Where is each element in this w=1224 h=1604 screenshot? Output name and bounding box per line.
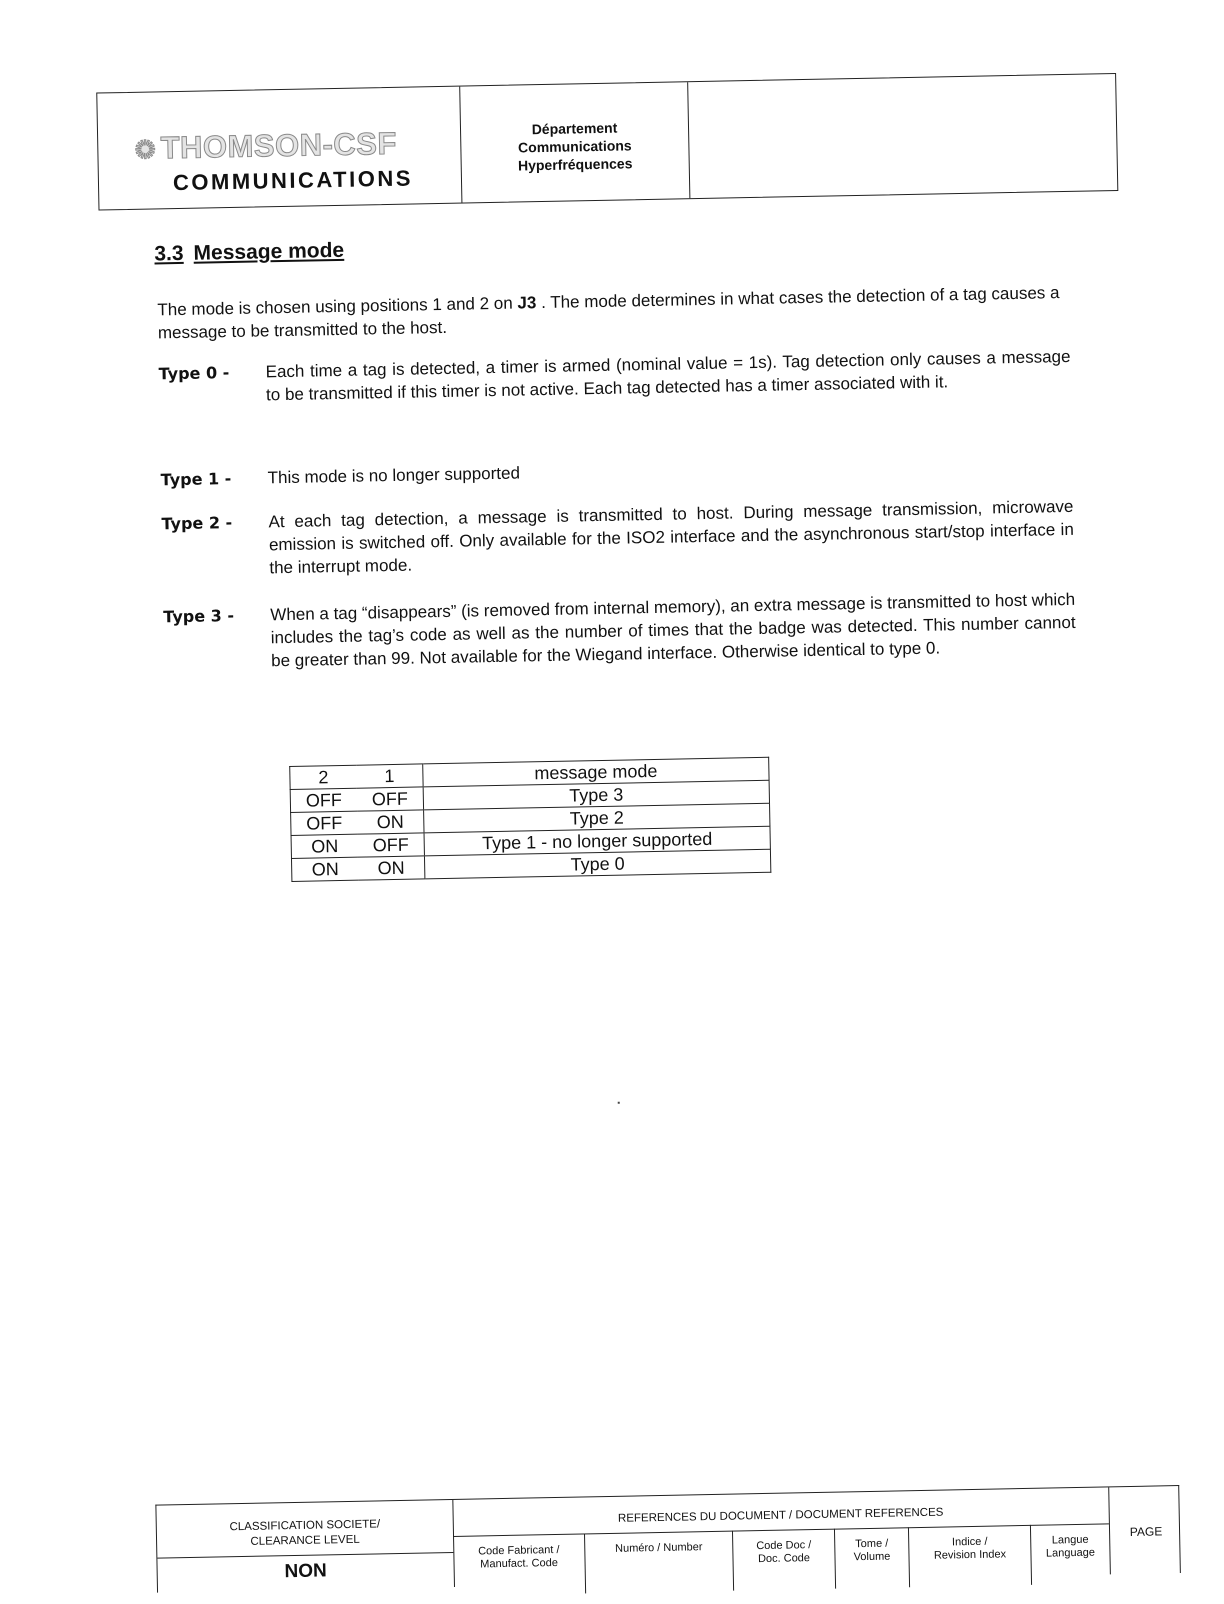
classification-block [156,1500,455,1593]
table-cell: ON [358,856,425,880]
thomson-burst-icon: ✺ [134,134,157,165]
header-blank-cell [688,74,1117,198]
table-header-cell: 2 [290,765,357,789]
type-2-entry [161,495,1074,581]
type-description: When a tag “disappears” (is removed from internal memory), an extra message is transmitted to host which includes the tag’s code as well as the number of times that the badge was detected. This number cannot be greater than 99. Not available for the Wiegand interface. Otherwise identical to type 0. [270,589,1076,671]
table-header-cell: 1 [356,764,423,788]
type-label: Type 1 - [160,469,232,490]
page-block [1108,1486,1183,1574]
type-label: Type 3 - [163,606,235,627]
ref-col-volume: Tome / Volume [835,1527,910,1588]
department-name: Département Communications Hyperfréquences [460,82,690,202]
divider [157,1552,453,1559]
company-logo [97,87,462,210]
scan-speck [618,1102,620,1104]
ref-col-number: Numéro / Number [585,1531,734,1594]
table-cell: ON [291,857,358,881]
page-label: PAGE [1129,1524,1163,1539]
document-header [96,73,1118,211]
table-cell: OFF [358,833,425,857]
type-description: This mode is no longer supported [267,463,521,488]
ref-col-revision-index: Indice / Revision Index [909,1525,1032,1587]
logo-division: COMMUNICATIONS [172,165,414,196]
ref-col-manufact-code: Code Fabricant / Manufact. Code [453,1533,586,1596]
table-cell: OFF [290,788,357,812]
table-cell: ON [357,810,424,834]
ref-col-doc-code: Code Doc / Doc. Code [733,1529,836,1591]
table-cell: OFF [291,811,358,835]
section-intro: The mode is chosen using positions 1 and 2 on J3 . The mode determines in what cases the detection of a tag causes a message to be transmitted to the host. [157,283,1060,343]
table-cell: Type 3 [423,780,769,810]
table-cell: OFF [357,787,424,811]
classification-label: CLASSIFICATION SOCIETE/ CLEARANCE LEVEL [229,1518,381,1548]
jumper-ref: J3 [517,293,537,313]
logo-brand: ✺ THOMSON-CSF [134,125,398,166]
table-cell: Type 0 [424,849,770,879]
type-0-entry [158,345,1071,408]
mode-table [289,757,771,882]
table-header-cell: message mode [423,757,769,787]
type-label: Type 2 - [161,513,233,534]
ref-col-language: Langue Language [1045,1533,1096,1560]
document-footer [155,1485,1181,1593]
classification-value: NON [284,1560,327,1583]
type-description: Each time a tag is detected, a timer is armed (nominal value = 1s). Tag detection only causes a message to be transmitted if this timer is not active. Each tag detected has a timer associated with it. [265,346,1071,405]
type-label: Type 0 - [158,363,230,384]
references-label: REFERENCES DU DOCUMENT / DOCUMENT REFERENCES [617,1506,944,1525]
type-3-entry [163,588,1076,674]
section-title: 3.3 Message mode [154,238,345,266]
table-cell: Type 2 [424,803,770,833]
type-1-entry [160,451,1072,492]
type-description: At each tag detection, a message is transmitted to host. During message transmission, microwave emission is switched off. Only available for the ISO2 interface and the asynchronous start/stop interface in the interrupt mode. [268,496,1074,578]
table-cell: ON [291,834,358,858]
table-cell: Type 1 - no longer supported [424,826,770,856]
